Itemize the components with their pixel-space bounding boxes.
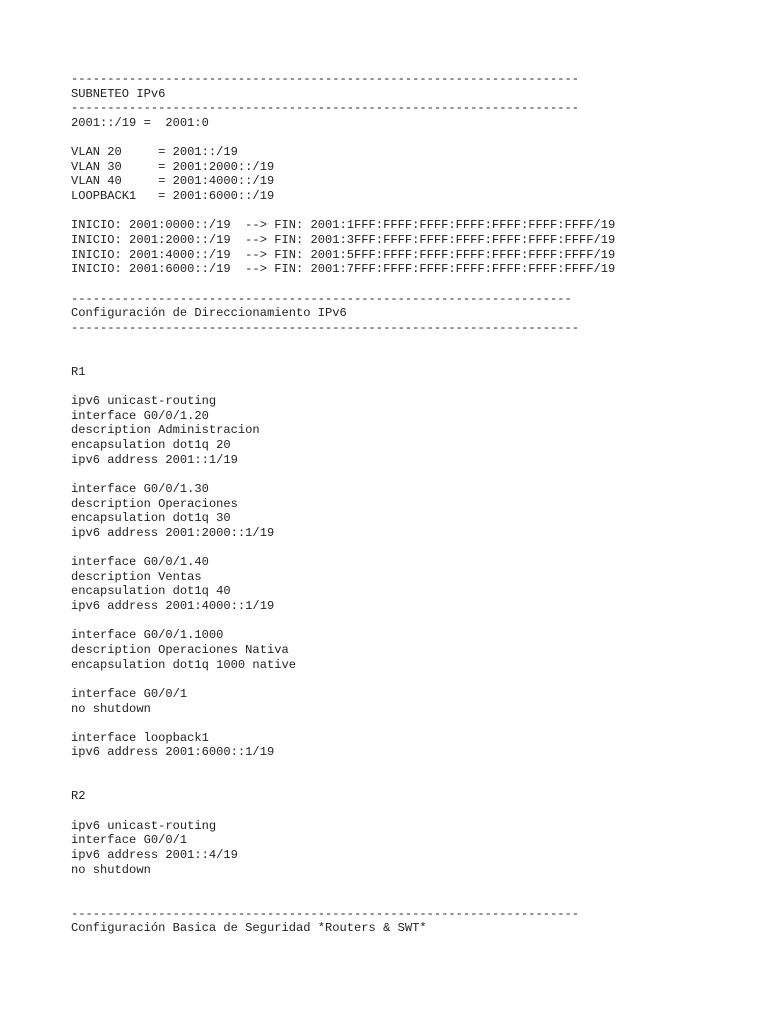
router-heading: R1	[71, 364, 86, 379]
text-line: ipv6 address 2001:6000::1/19	[71, 745, 275, 760]
text-line: encapsulation dot1q 1000 native	[71, 657, 296, 672]
text-line: description Operaciones Nativa	[71, 642, 289, 657]
text-line: INICIO: 2001:6000::/19 --> FIN: 2001:7FFF:FFFF:FFFF:FFFF:FFFF:FFFF:FFFF/19	[71, 262, 616, 277]
blank-line	[71, 350, 761, 365]
blank-line	[71, 804, 761, 819]
text-line: ipv6 unicast-routing	[71, 818, 217, 833]
section-heading: Configuración Basica de Seguridad *Routers & SWT*	[71, 921, 427, 936]
text-line: ipv6 address 2001:2000::1/19	[71, 525, 275, 540]
separator-line: ----------------------------------------------------------------------	[71, 101, 580, 116]
text-line: ipv6 address 2001::1/19	[71, 452, 238, 467]
text-line: interface G0/0/1.20	[71, 408, 209, 423]
blank-line	[71, 614, 761, 629]
text-line: INICIO: 2001:4000::/19 --> FIN: 2001:5FFF:FFFF:FFFF:FFFF:FFFF:FFFF:FFFF/19	[71, 247, 616, 262]
text-line: encapsulation dot1q 30	[71, 511, 231, 526]
blank-line	[71, 716, 761, 731]
text-line: LOOPBACK1 = 2001:6000::/19	[71, 189, 275, 204]
blank-line	[71, 277, 761, 292]
blank-line	[71, 541, 761, 556]
separator-line: ----------------------------------------------------------------------	[71, 320, 580, 335]
text-line: encapsulation dot1q 20	[71, 438, 231, 453]
blank-line	[71, 467, 761, 482]
text-line: VLAN 40 = 2001:4000::/19	[71, 174, 275, 189]
text-line: interface G0/0/1	[71, 686, 188, 701]
blank-line	[71, 775, 761, 790]
blank-line	[71, 131, 761, 146]
router-heading: R2	[71, 789, 86, 804]
separator-line: ---------------------------------------------------------------------	[71, 291, 572, 306]
text-line: ipv6 address 2001::4/19	[71, 847, 238, 862]
text-line: ipv6 address 2001:4000::1/19	[71, 599, 275, 614]
text-line: no shutdown	[71, 862, 151, 877]
text-line: interface G0/0/1.40	[71, 555, 209, 570]
separator-line: ----------------------------------------------------------------------	[71, 906, 580, 921]
blank-line	[71, 877, 761, 892]
blank-line	[71, 760, 761, 775]
text-line: description Administracion	[71, 423, 260, 438]
text-line: no shutdown	[71, 701, 151, 716]
text-line: 2001::/19 = 2001:0	[71, 115, 209, 130]
document-body	[71, 72, 761, 936]
blank-line	[71, 379, 761, 394]
text-line: INICIO: 2001:2000::/19 --> FIN: 2001:3FFF:FFFF:FFFF:FFFF:FFFF:FFFF:FFFF/19	[71, 233, 616, 248]
separator-line: ----------------------------------------------------------------------	[71, 72, 580, 86]
blank-line	[71, 336, 761, 351]
text-line: encapsulation dot1q 40	[71, 584, 231, 599]
blank-line	[71, 892, 761, 907]
section-heading: Configuración de Direccionamiento IPv6	[71, 306, 347, 321]
blank-line	[71, 672, 761, 687]
text-line: description Operaciones	[71, 496, 238, 511]
text-line: VLAN 20 = 2001::/19	[71, 145, 238, 160]
text-line: interface G0/0/1	[71, 833, 188, 848]
text-line: description Ventas	[71, 569, 202, 584]
text-line: VLAN 30 = 2001:2000::/19	[71, 159, 275, 174]
section-heading: SUBNETEO IPv6	[71, 86, 166, 101]
text-line: INICIO: 2001:0000::/19 --> FIN: 2001:1FFF:FFFF:FFFF:FFFF:FFFF:FFFF:FFFF/19	[71, 218, 616, 233]
text-line: ipv6 unicast-routing	[71, 394, 217, 409]
text-line: interface loopback1	[71, 730, 209, 745]
text-line: interface G0/0/1.1000	[71, 628, 224, 643]
text-line: interface G0/0/1.30	[71, 481, 209, 496]
blank-line	[71, 204, 761, 219]
